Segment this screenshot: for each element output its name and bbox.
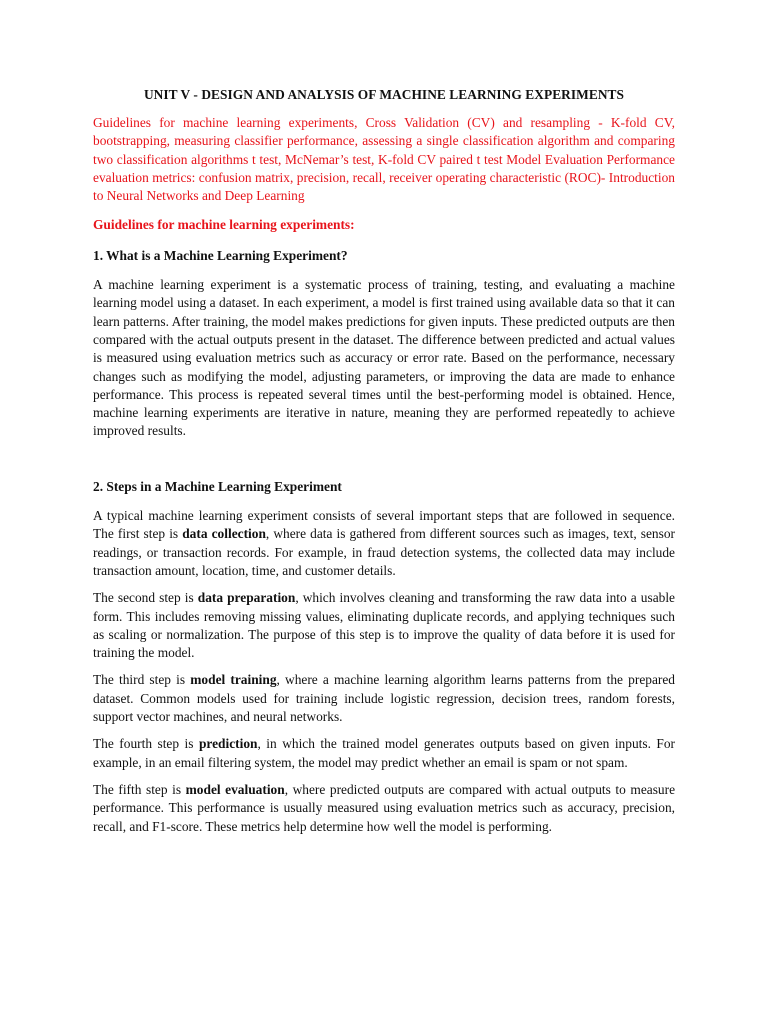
question-1-body: A machine learning experiment is a systematic process of training, testing, and evaluating a machine learning model using a dataset. In each experiment, a model is first trained using available data so that it can learn patterns. After training, the model makes predictions for given inputs. These predicted outputs are then compared with the actual outputs present in the dataset. The difference between predicted and actual values is measured using evaluation metrics such as accuracy or error rate. Based on the performance, necessary changes such as modifying the model, adjusting parameters, or improving the data are made to enhance performance. This process is repeated several times until the best-performing model is obtained. Hence, machine learning experiments are iterative in nature, meaning they are performed repeatedly to achieve improved results. — [93, 277, 675, 439]
text-segment: The fifth step is — [93, 781, 186, 797]
step-paragraph-model-evaluation — [93, 781, 675, 836]
bold-term: data preparation — [197, 590, 296, 606]
text-segment: The fourth step is — [93, 736, 199, 752]
syllabus-paragraph: Guidelines for machine learning experiments, Cross Validation (CV) and resampling - K-fold CV, bootstrapping, measuring classifier performance, assessing a single classification algorithm and comparing two classification algorithms t test, McNemar’s test, K-fold CV paired t test Model Evaluation Performance evaluation metrics: confusion matrix, precision, recall, receiver operating characteristic (ROC)- Introduction to Neural Networks and Deep Learning — [93, 115, 675, 204]
text-segment: , where data is gathered from different sources such as images, text, sensor readings, or transaction records. For example, in fraud detection systems, the collected data may include transaction amount, location, time, and customer details. — [93, 526, 675, 578]
step-paragraph-data-preparation — [93, 589, 675, 662]
unit-title: UNIT V - DESIGN AND ANALYSIS OF MACHINE LEARNING EXPERIMENTS — [143, 87, 625, 102]
text-segment: The second step is — [93, 590, 198, 606]
step-paragraph-prediction — [93, 735, 675, 772]
bold-term: model training — [190, 672, 277, 688]
bold-term: prediction — [198, 736, 258, 752]
text-segment: A typical machine learning experiment consists of several important steps that are followed in sequence. The first step is — [93, 508, 675, 542]
text-segment: The third step is — [93, 672, 191, 688]
text-segment: , where predicted outputs are compared with actual outputs to measure performance. This performance is usually measured using evaluation metrics such as accuracy, precision, recall, and F1-score. These metrics help determine how well the model is performing. — [93, 781, 676, 834]
section-spacer — [93, 450, 675, 478]
step-paragraph-model-training — [93, 671, 675, 726]
question-1-heading: 1. What is a Machine Learning Experiment? — [93, 247, 348, 263]
question-2-heading: 2. Steps in a Machine Learning Experiment — [93, 478, 342, 494]
section-heading: Guidelines for machine learning experiments: — [93, 217, 355, 233]
text-segment: , where a machine learning algorithm learns patterns from the prepared dataset. Common models used for training include logistic regression, decision trees, random forests, support vector machines, and neural networks. — [93, 672, 675, 725]
text-segment: , in which the trained model generates outputs based on given inputs. For example, in an email filtering system, the model may predict whether an email is spam or not spam. — [93, 736, 675, 770]
text-segment: , which involves cleaning and transforming the raw data into a usable form. This includes removing missing values, eliminating duplicate records, and applying techniques such as scaling or normalization. The purpose of this step is to improve the quality of data before it is used for training the model. — [93, 590, 675, 661]
bold-term: model evaluation — [185, 781, 285, 797]
bold-term: data collection — [182, 526, 266, 542]
step-paragraph-data-collection — [93, 507, 675, 580]
